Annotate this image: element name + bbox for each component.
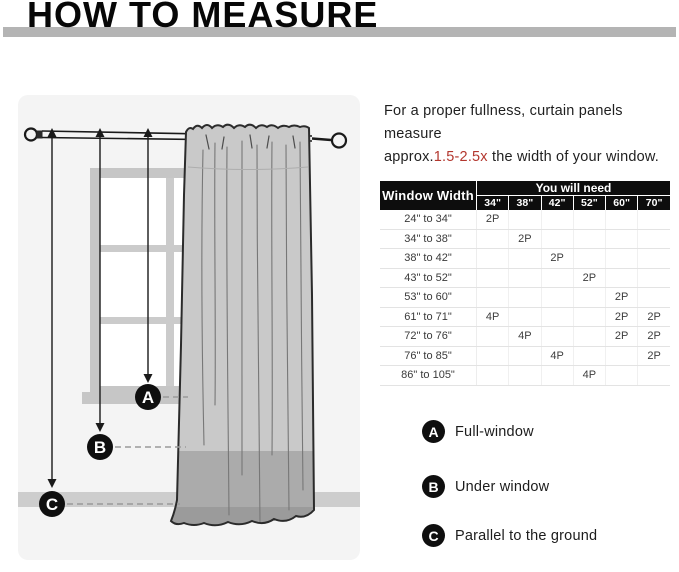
legend-badge-a: A [422, 420, 445, 443]
legend-badge-c: C [422, 524, 445, 547]
panel-count-cell [477, 249, 509, 269]
table-row [380, 346, 670, 366]
panel-count-cell [573, 327, 605, 347]
panel-count-cell: 2P [638, 346, 670, 366]
panel-count-cell: 4P [573, 366, 605, 386]
intro-line2-suffix: the width of your window. [487, 149, 660, 165]
intro-text [384, 100, 679, 169]
rod-finial-left-icon [25, 129, 37, 141]
panel-count-cell [638, 229, 670, 249]
table-row [380, 249, 670, 269]
table-row [380, 366, 670, 386]
window-width-cell: 38" to 42" [380, 249, 477, 269]
panel-count-cell [638, 249, 670, 269]
table-row [380, 229, 670, 249]
panel-count-cell [541, 327, 573, 347]
panel-count-cell [606, 210, 638, 229]
panel-count-cell [606, 229, 638, 249]
panel-count-cell [541, 229, 573, 249]
panel-count-cell [477, 366, 509, 386]
table-body [380, 210, 670, 385]
panel-count-cell [509, 268, 541, 288]
panel-count-cell: 2P [541, 249, 573, 269]
window-width-cell: 24" to 34" [380, 210, 477, 229]
panel-count-cell: 4P [477, 307, 509, 327]
marker-b [87, 434, 113, 460]
window-width-cell: 76" to 85" [380, 346, 477, 366]
panel-count-cell: 2P [606, 288, 638, 308]
column-header: 60" [606, 196, 638, 211]
table-row [380, 210, 670, 229]
panel-count-cell [509, 288, 541, 308]
panel-count-cell [541, 307, 573, 327]
legend-label-a: Full-window [455, 423, 534, 440]
window-width-cell: 86" to 105" [380, 366, 477, 386]
marker-c [39, 491, 65, 517]
panel-count-cell [477, 268, 509, 288]
window-width-cell: 34" to 38" [380, 229, 477, 249]
svg-text:B: B [93, 438, 107, 457]
panel-count-cell: 2P [509, 229, 541, 249]
window-width-cell: 43" to 52" [380, 268, 477, 288]
panel-count-cell [606, 346, 638, 366]
panel-count-cell [573, 346, 605, 366]
panel-count-cell: 2P [638, 307, 670, 327]
column-header: 42" [541, 196, 573, 211]
panel-count-cell [573, 249, 605, 269]
window-width-cell: 72" to 76" [380, 327, 477, 347]
panel-count-cell [573, 307, 605, 327]
panel-count-cell [541, 210, 573, 229]
panel-count-cell [638, 288, 670, 308]
legend-item-a [422, 420, 534, 443]
measure-diagram [18, 95, 360, 560]
column-header: 52" [573, 196, 605, 211]
svg-text:C: C [45, 495, 59, 514]
measure-diagram-panel [18, 95, 360, 560]
intro-highlight: 1.5-2.5x [433, 149, 488, 165]
legend-label-c: Parallel to the ground [455, 527, 598, 544]
table-row [380, 268, 670, 288]
panel-count-cell [541, 268, 573, 288]
panel-count-cell [477, 327, 509, 347]
legend-item-c [422, 524, 597, 547]
page-title: HOW TO MEASURE [27, 0, 379, 35]
dashed-guide-lines [67, 397, 188, 504]
table-group-header: You will need [477, 181, 671, 196]
panel-count-cell [573, 210, 605, 229]
column-header: 70" [638, 196, 670, 211]
panel-count-cell [477, 288, 509, 308]
table-row [380, 288, 670, 308]
panel-count-cell: 4P [509, 327, 541, 347]
panel-count-cell [509, 210, 541, 229]
marker-a [135, 384, 161, 410]
legend-item-b [422, 475, 549, 498]
panel-count-cell [477, 346, 509, 366]
legend-label-b: Under window [455, 478, 550, 495]
panel-count-cell [541, 366, 573, 386]
panel-count-cell [509, 366, 541, 386]
svg-text:A: A [141, 388, 155, 407]
column-header: 34" [477, 196, 509, 211]
panel-count-cell: 2P [477, 210, 509, 229]
panel-count-cell [509, 249, 541, 269]
panel-count-cell [477, 229, 509, 249]
panel-count-cell [606, 249, 638, 269]
panel-count-cell: 2P [606, 327, 638, 347]
panel-count-cell [638, 366, 670, 386]
column-header: 38" [509, 196, 541, 211]
panel-count-cell [509, 346, 541, 366]
window-width-cell: 61" to 71" [380, 307, 477, 327]
rod-finial-right-icon [332, 134, 346, 148]
table-row [380, 327, 670, 347]
window-width-cell: 53" to 60" [380, 288, 477, 308]
panel-count-cell [573, 288, 605, 308]
panel-count-cell [606, 268, 638, 288]
intro-line1: For a proper fullness, curtain panels measure [384, 103, 623, 142]
table-row [380, 307, 670, 327]
panel-count-cell: 2P [606, 307, 638, 327]
panel-count-cell [541, 288, 573, 308]
panel-count-cell [638, 268, 670, 288]
panel-count-cell [606, 366, 638, 386]
panel-count-cell [573, 229, 605, 249]
panel-count-cell: 2P [573, 268, 605, 288]
panel-sizing-table [380, 181, 670, 386]
intro-line2-prefix: approx. [384, 149, 434, 165]
curtain-panel-illustration [158, 115, 328, 547]
panel-count-cell: 2P [638, 327, 670, 347]
table-corner-header: Window Width [380, 181, 477, 210]
panel-count-cell [509, 307, 541, 327]
panel-count-cell: 4P [541, 346, 573, 366]
legend-badge-b: B [422, 475, 445, 498]
panel-count-cell [638, 210, 670, 229]
